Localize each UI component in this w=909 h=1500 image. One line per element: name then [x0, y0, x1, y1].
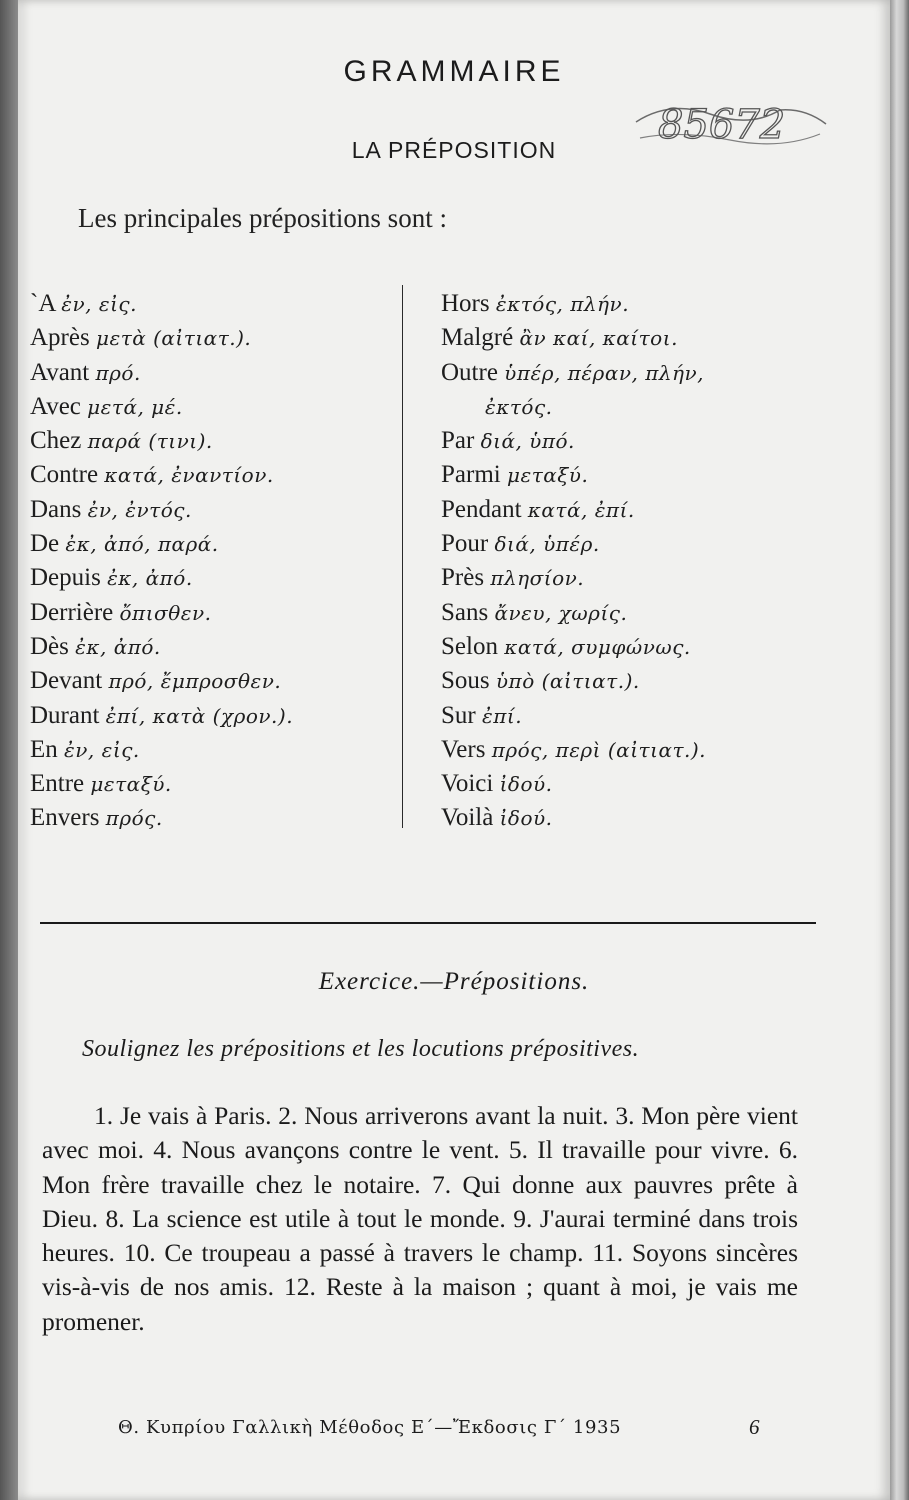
preposition-entry: [30, 356, 410, 390]
preposition-entry: [30, 664, 410, 698]
preposition-entry: [30, 424, 410, 458]
preposition-entry: [441, 527, 861, 561]
greek-translation: κατά, ἐπί.: [527, 497, 635, 522]
greek-translation: ὑπὸ (αἰτιατ.).: [495, 669, 640, 694]
preposition-entry: [441, 630, 861, 664]
greek-translation: μετὰ (αἰτιατ.).: [95, 326, 252, 351]
french-preposition: Pendant: [441, 495, 522, 523]
french-preposition: Devant: [30, 667, 103, 695]
french-preposition: Après: [30, 324, 90, 352]
greek-translation: πρό.: [95, 360, 141, 385]
section-rule: [40, 922, 816, 924]
french-preposition: Durant: [30, 701, 100, 729]
french-preposition: Dès: [30, 632, 69, 660]
exercise-body: [42, 1099, 798, 1339]
preposition-entry: [441, 767, 861, 801]
french-preposition: Avec: [30, 392, 81, 420]
preposition-entry: [441, 699, 861, 733]
preposition-entry: [30, 699, 410, 733]
preposition-entry: [30, 390, 410, 424]
greek-translation: διά, ὑπέρ.: [494, 532, 600, 557]
french-preposition: Envers: [30, 804, 100, 832]
book-spine-shadow: [0, 0, 18, 1500]
preposition-entry: [441, 596, 861, 630]
greek-translation: ἐν, εἰς.: [61, 292, 137, 316]
french-preposition: Voilà: [441, 804, 494, 832]
french-preposition: Pour: [441, 530, 489, 558]
greek-translation: ἰδού.: [499, 772, 553, 797]
prepositions-right-column: [441, 287, 861, 836]
french-preposition: Sous: [441, 667, 490, 695]
greek-translation: πρός, περὶ (αἰτιατ.).: [491, 737, 707, 762]
french-preposition: Voici: [441, 770, 494, 798]
library-mark-number: 85672: [658, 102, 786, 148]
intro-text: Les principales prépositions sont :: [78, 203, 447, 233]
greek-translation: ὑπέρ, πέραν, πλήν,: [504, 360, 705, 385]
handwritten-library-mark: [630, 90, 830, 160]
french-preposition: Entre: [30, 770, 85, 798]
preposition-entry: [30, 321, 410, 355]
french-preposition: Hors: [441, 290, 490, 317]
preposition-entry: [30, 458, 410, 492]
french-preposition: Selon: [441, 632, 498, 660]
preposition-entry: [441, 561, 861, 595]
greek-translation: ἐκτός, πλήν.: [495, 292, 630, 316]
preposition-entry: [30, 561, 410, 595]
french-preposition: Par: [441, 427, 475, 455]
greek-translation: ἐν, εἰς.: [64, 737, 140, 762]
greek-translation: ἐκτός.: [485, 394, 553, 419]
greek-translation: πρός.: [105, 806, 163, 831]
preposition-entry: [30, 630, 410, 664]
greek-translation: παρά (τινι).: [87, 429, 213, 454]
french-preposition: `A: [30, 290, 55, 317]
french-preposition: Outre: [441, 358, 498, 386]
greek-translation: ἐπί, κατὰ (χρον.).: [105, 703, 294, 728]
french-preposition: Sans: [441, 598, 489, 626]
greek-translation: ἐπί.: [481, 703, 523, 728]
french-preposition: Sur: [441, 701, 476, 729]
french-preposition: En: [30, 735, 58, 763]
exercise-sentences: 1. Je vais à Paris. 2. Nous arriverons avant la nuit. 3. Mon père vient avec moi. 4. Nous avançons contre le vent. 5. Il travaille pour vivre. 6. Mon frère travaille chez le notaire. 7. Qui donne aux pauvres prête à Dieu. 8. La science est utile à tout le monde. 9. J'aurai terminé dans trois heures. 10. Ce troupeau a passé à travers le champ. 11. Soyons sincères vis-à-vis de nos amis. 12. Reste à la maison ; quant à moi, je vais me promener.: [42, 1101, 798, 1336]
french-preposition: Malgré: [441, 324, 514, 352]
greek-translation: ἰδού.: [499, 806, 553, 831]
french-preposition: Avant: [30, 358, 90, 386]
preposition-entry: [30, 596, 410, 630]
greek-translation: μεταξύ.: [90, 772, 172, 797]
exercise-instruction: Soulignez les prépositions et les locutions prépositives.: [82, 1036, 640, 1062]
greek-translation: κατά, ἐναντίον.: [104, 463, 274, 488]
prepositions-left-column: [30, 287, 410, 836]
greek-translation: κατά, συμφώνως.: [504, 634, 691, 659]
french-preposition: Depuis: [30, 564, 101, 592]
preposition-entry: [441, 424, 861, 458]
column-divider: [402, 285, 403, 828]
book-page: [18, 0, 890, 1500]
preposition-entry: [441, 287, 861, 321]
french-preposition: Derrière: [30, 598, 114, 626]
french-preposition: Dans: [30, 495, 82, 523]
greek-translation: ἄνευ, χωρίς.: [494, 600, 628, 625]
preposition-entry: [441, 321, 861, 355]
preposition-entry: [441, 390, 861, 424]
preposition-entry: [30, 527, 410, 561]
french-preposition: Vers: [441, 735, 486, 763]
page-title: GRAMMAIRE: [343, 55, 565, 88]
greek-translation: μεταξύ.: [506, 463, 589, 488]
greek-translation: μετά, μέ.: [87, 394, 183, 419]
preposition-entry: [30, 733, 410, 767]
preposition-entry: [441, 356, 861, 390]
french-preposition: Parmi: [441, 461, 501, 489]
preposition-entry: [30, 493, 410, 527]
page-edge: [890, 0, 909, 1500]
page-footer: Θ. Κυπρίου Γαλλικὴ Μέθοδος Ε΄—Ἔκδοσις Γ΄ 1935: [118, 1417, 622, 1438]
preposition-entry: [441, 664, 861, 698]
preposition-entry: [30, 801, 410, 835]
greek-translation: ἐκ, ἀπό.: [107, 566, 193, 591]
section-subtitle: LA PRÉPOSITION: [351, 137, 557, 163]
page-number: 6: [749, 1415, 760, 1439]
greek-translation: ἐν, ἐντός.: [87, 497, 192, 522]
preposition-entry: [441, 733, 861, 767]
preposition-entry: [441, 801, 861, 835]
preposition-entry: [441, 493, 861, 527]
greek-translation: ἐκ, ἀπό.: [75, 634, 161, 659]
preposition-entry: [30, 287, 410, 321]
french-preposition: Près: [441, 564, 485, 592]
french-preposition: De: [30, 530, 60, 558]
preposition-entry: [441, 458, 861, 492]
french-preposition: Contre: [30, 461, 99, 489]
exercise-title: Exercice.—Prépositions.: [318, 968, 590, 995]
preposition-entry: [30, 767, 410, 801]
greek-translation: διά, ὑπό.: [480, 429, 575, 454]
greek-translation: ὄπισθεν.: [119, 600, 212, 625]
greek-translation: ἐκ, ἀπό, παρά.: [65, 532, 219, 557]
french-preposition: Chez: [30, 427, 82, 455]
greek-translation: ἂν καί, καίτοι.: [519, 326, 678, 351]
greek-translation: πρό, ἔμπροσθεν.: [108, 669, 282, 694]
greek-translation: πλησίον.: [490, 566, 585, 591]
